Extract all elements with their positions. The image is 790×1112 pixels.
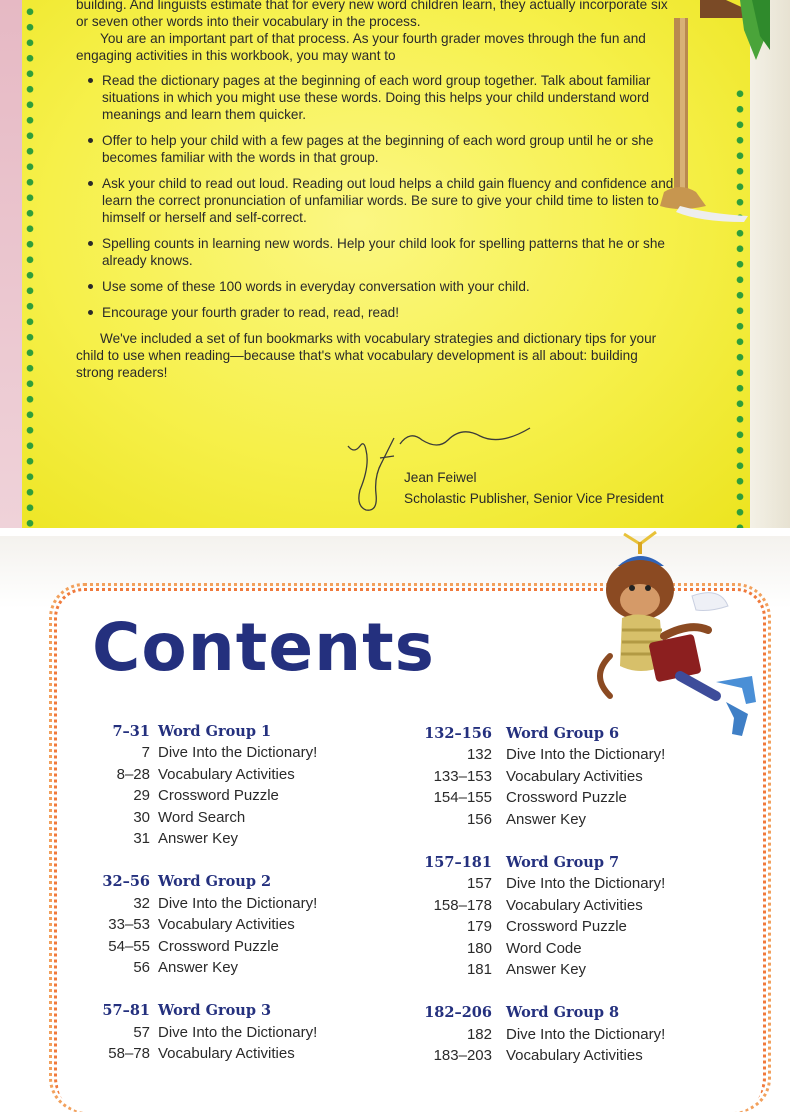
toc-page-number: 57 xyxy=(133,1023,150,1041)
list-item: Use some of these 100 words in everyday conversation with your child. xyxy=(102,278,676,295)
toc-entry xyxy=(420,1025,760,1045)
toc-entry xyxy=(420,788,760,808)
toc-group-heading xyxy=(92,872,412,892)
toc-page-number: 32–56 xyxy=(102,873,150,891)
toc-page-number: 157 xyxy=(466,875,492,893)
monkey-illustration xyxy=(580,526,780,736)
dotted-border-left xyxy=(26,0,34,528)
toc-entry xyxy=(92,1023,412,1043)
toc-page-number: 179 xyxy=(466,918,492,936)
toc-entry xyxy=(420,745,760,765)
toc-entry xyxy=(92,894,412,914)
list-item: Encourage your fourth grader to read, read, read! xyxy=(102,304,676,321)
toc-page-number: 182–206 xyxy=(424,1004,492,1022)
toc-entry-label: Dive Into the Dictionary! xyxy=(158,1023,318,1041)
toc-entry-label: Answer Key xyxy=(158,830,239,847)
toc-page-number: 29 xyxy=(133,787,150,805)
list-item: Read the dictionary pages at the beginning of each word group together. Talk about familiar situations in which you might use these words. Doing this helps your child understand word meanings and learn them quicker. xyxy=(102,72,676,123)
toc-entry-label: Dive Into the Dictionary! xyxy=(158,744,318,762)
toc-entry xyxy=(420,960,760,980)
toc-page-number: 7 xyxy=(141,744,150,762)
toc-entry-label: Answer Key xyxy=(506,810,587,828)
toc-entry-label: Word Group 3 xyxy=(158,1002,272,1020)
toc-entry xyxy=(92,937,412,957)
toc-page-number: 33–53 xyxy=(108,916,150,934)
toc-entry-label: Word Group 6 xyxy=(506,725,620,742)
toc-entry-label: Answer Key xyxy=(158,959,239,976)
toc-group-heading xyxy=(92,722,412,742)
toc-entry xyxy=(420,917,760,937)
contents-page xyxy=(0,536,790,1065)
toc-entry xyxy=(92,915,412,935)
toc-page-number: 156 xyxy=(466,810,492,828)
toc-entry xyxy=(92,1044,412,1064)
tips-list xyxy=(102,72,676,321)
toc-page-number: 158–178 xyxy=(433,896,492,914)
toc-entry-label: Word Group 1 xyxy=(158,723,272,740)
toc-entry xyxy=(420,939,760,959)
toc-page-number: 181 xyxy=(466,961,492,978)
toc-entry-label: Word Search xyxy=(158,808,246,826)
toc-page-number: 7–31 xyxy=(112,723,150,740)
toc-entry-label: Vocabulary Activities xyxy=(158,765,295,783)
toc-page-number: 32 xyxy=(133,894,150,912)
list-item: Ask your child to read out loud. Reading out loud helps a child gain fluency and confidence and learn the correct pronunciation of unfamiliar words. Be sure to give your child time to listen to himself or herself and self-correct. xyxy=(102,175,676,226)
page-title: Contents xyxy=(92,609,435,686)
toc-entry xyxy=(420,896,760,916)
list-item: Spelling counts in learning new words. Help your child look for spelling patterns that he or she already knows. xyxy=(102,235,676,269)
toc-page-number: 154–155 xyxy=(433,789,492,807)
toc-entry xyxy=(92,829,412,849)
toc-entry xyxy=(420,874,760,894)
toc-entry-label: Word Code xyxy=(506,939,582,957)
toc-page-number: 182 xyxy=(466,1025,492,1043)
toc-entry-label: Answer Key xyxy=(506,961,587,978)
toc-page-number: 58–78 xyxy=(108,1045,150,1063)
toc-page-number: 56 xyxy=(133,959,150,976)
letter-paragraph: building. And linguists estimate that for every new word children learn, they actually incorporate six or seven other words into their vocabulary in the process. xyxy=(76,0,668,29)
toc-page-number: 183–203 xyxy=(433,1047,492,1065)
toc-group-heading xyxy=(420,853,760,873)
toc-entry-label: Dive Into the Dictionary! xyxy=(506,1025,666,1043)
toc-group-heading xyxy=(420,1003,760,1023)
toc-entry xyxy=(420,810,760,830)
toc-entry-label: Dive Into the Dictionary! xyxy=(506,746,666,764)
toc-page-number: 132 xyxy=(466,746,492,764)
toc-entry-label: Crossword Puzzle xyxy=(158,787,279,805)
toc-page-number: 133–153 xyxy=(433,767,492,785)
toc-entry xyxy=(92,743,412,763)
toc-entry-label: Vocabulary Activities xyxy=(506,896,643,914)
toc-group-heading xyxy=(420,724,760,744)
toc-entry-label: Vocabulary Activities xyxy=(506,1047,643,1065)
toc-entry xyxy=(92,786,412,806)
toc-entry-label: Word Group 8 xyxy=(506,1004,620,1022)
toc-group-heading xyxy=(92,1001,412,1021)
toc-page-number: 132–156 xyxy=(424,725,492,742)
toc-entry xyxy=(92,765,412,785)
toc-entry-label: Vocabulary Activities xyxy=(158,1045,295,1063)
toc-page-number: 30 xyxy=(133,808,150,826)
toc-entry xyxy=(420,1046,760,1066)
toc-entry-label: Crossword Puzzle xyxy=(506,918,627,936)
toc-entry xyxy=(92,808,412,828)
letter-page xyxy=(0,0,790,528)
letter-body xyxy=(76,0,676,381)
toc-entry xyxy=(92,958,412,978)
toc-page-number: 8–28 xyxy=(116,765,150,783)
toc-page-number: 180 xyxy=(466,939,492,957)
toc-entry-label: Word Group 7 xyxy=(506,854,620,871)
toc-page-number: 57–81 xyxy=(102,1002,150,1020)
toc-entry-label: Word Group 2 xyxy=(158,873,272,891)
list-item: Offer to help your child with a few pages at the beginning of each word group until he or she becomes familiar with the words in that group. xyxy=(102,132,676,166)
letter-closing: We've included a set of fun bookmarks with vocabulary strategies and dictionary tips for your child to use when reading—because that's what vocabulary development is all about: building strong readers! xyxy=(76,331,657,380)
toc-entry xyxy=(420,767,760,787)
signer-title: Scholastic Publisher, Senior Vice President xyxy=(404,491,664,506)
toc-entry-label: Crossword Puzzle xyxy=(506,789,627,807)
toc-entry-label: Dive Into the Dictionary! xyxy=(506,875,666,893)
toc-entry-label: Vocabulary Activities xyxy=(506,767,643,785)
toc-entry-label: Vocabulary Activities xyxy=(158,916,295,934)
toc-page-number: 54–55 xyxy=(108,937,150,955)
toc-page-number: 31 xyxy=(133,830,150,847)
signer-name: Jean Feiwel xyxy=(404,470,477,485)
toc-entry-label: Crossword Puzzle xyxy=(158,937,279,955)
letter-paragraph: You are an important part of that process. As your fourth grader moves through the fun and engaging activities in this workbook, you may want to xyxy=(76,31,646,63)
toc-entry-label: Dive Into the Dictionary! xyxy=(158,894,318,912)
toc-page-number: 157–181 xyxy=(424,854,492,871)
